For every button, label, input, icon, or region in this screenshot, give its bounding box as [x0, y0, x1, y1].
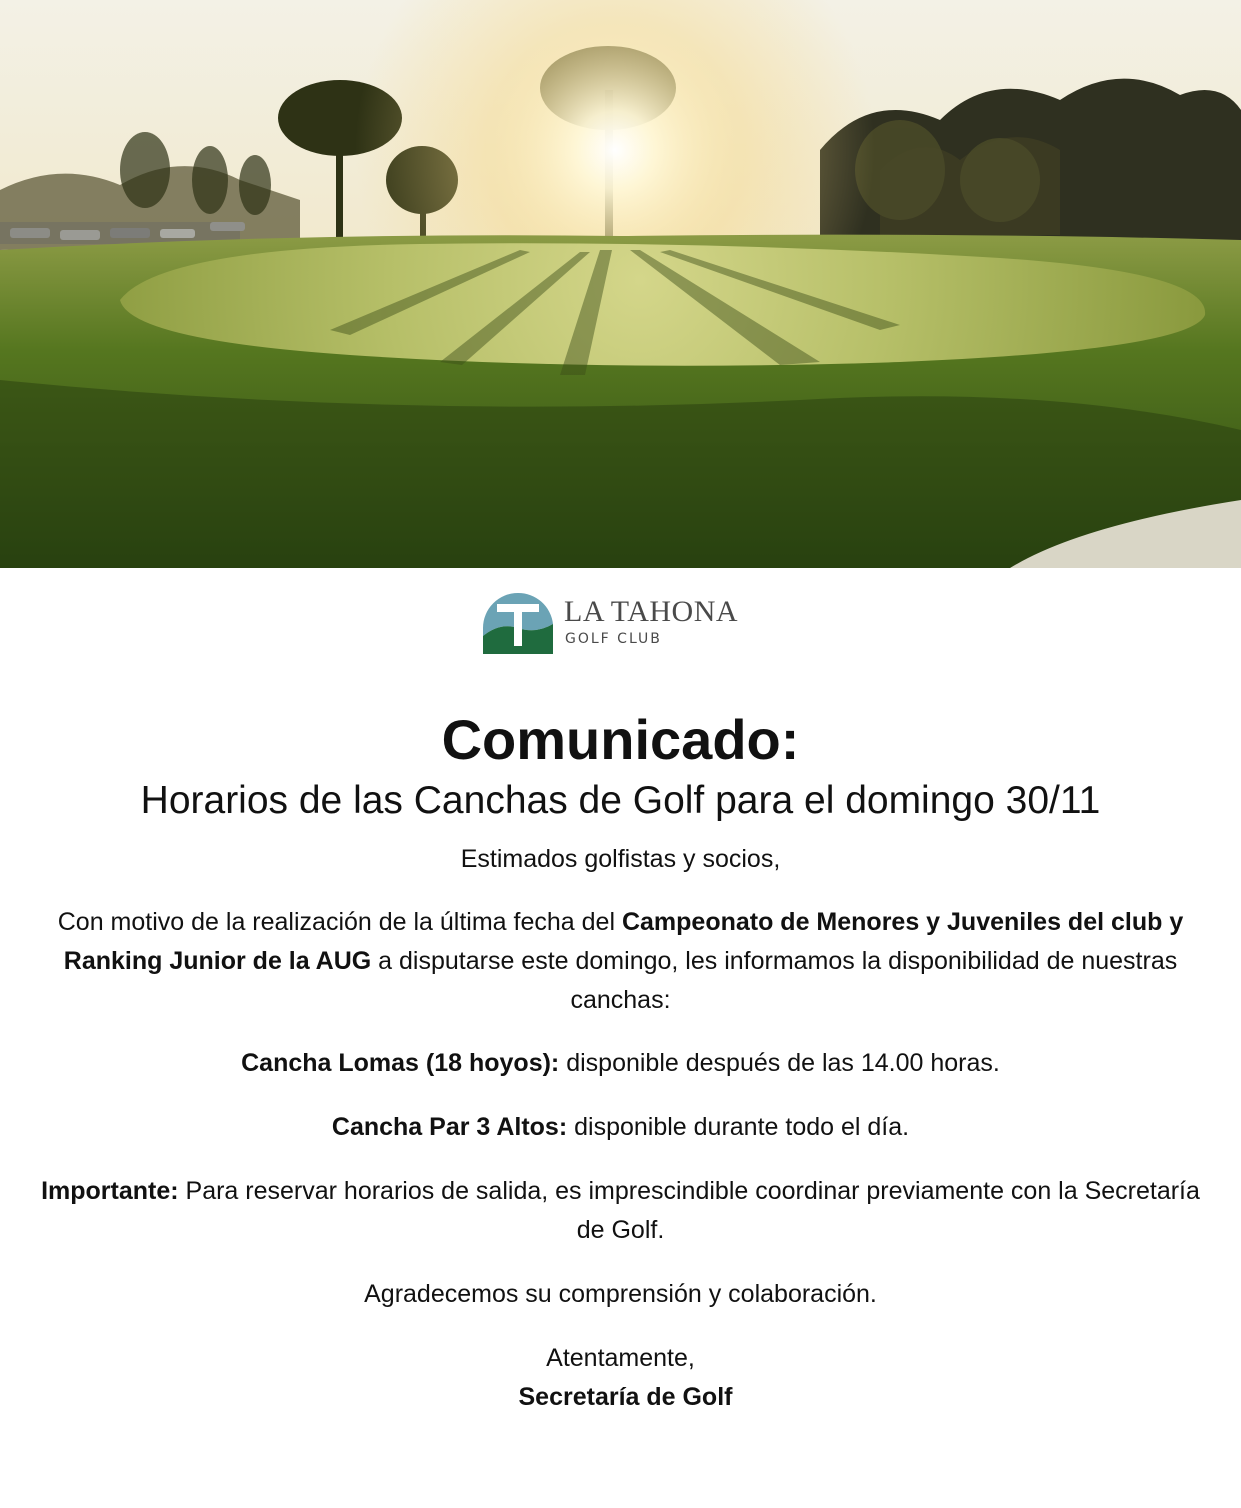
important-line — [40, 1172, 1201, 1250]
intro-text-end: a disputarse este domingo, les informamos la disponibilidad de nuestras canchas: — [371, 947, 1178, 1014]
course-lomas-line — [40, 1044, 1201, 1083]
intro-paragraph — [40, 903, 1201, 1020]
notice-body — [40, 706, 1201, 1417]
intro-event-name: Campeonato de Menores y Juveniles del club y Ranking Junior de la AUG — [63, 908, 1184, 975]
signature: Secretaría de Golf — [518, 1383, 733, 1411]
thanks-line: Agradecemos su comprensión y colaboración. — [364, 1280, 877, 1308]
course-par3-label: Cancha Par 3 Altos: — [331, 1113, 568, 1141]
closing-line: Atentamente, — [546, 1344, 695, 1372]
logo-name: LA TAHONA — [564, 595, 739, 628]
important-label: Importante: — [41, 1177, 179, 1205]
course-lomas-label: Cancha Lomas (18 hoyos): — [241, 1049, 560, 1077]
course-par3-line — [40, 1108, 1201, 1147]
notice-title: Comunicado: — [441, 708, 800, 771]
course-par3-text: disponible durante todo el día. — [567, 1113, 910, 1141]
greeting: Estimados golfistas y socios, — [460, 845, 781, 873]
important-text: Para reservar horarios de salida, es imprescindible coordinar previamente con la Secretaría de Golf. — [178, 1177, 1200, 1244]
hero-photo — [0, 0, 1241, 568]
intro-text-start: Con motivo de la realización de la última fecha del — [57, 908, 622, 936]
logo-mark-icon — [482, 592, 554, 654]
notice-subtitle: Horarios de las Canchas de Golf para el domingo 30/11 — [140, 779, 1101, 822]
course-lomas-text: disponible después de las 14.00 horas. — [559, 1049, 1000, 1077]
club-logo — [482, 592, 772, 656]
logo-subtitle: GOLF CLUB — [565, 631, 662, 647]
